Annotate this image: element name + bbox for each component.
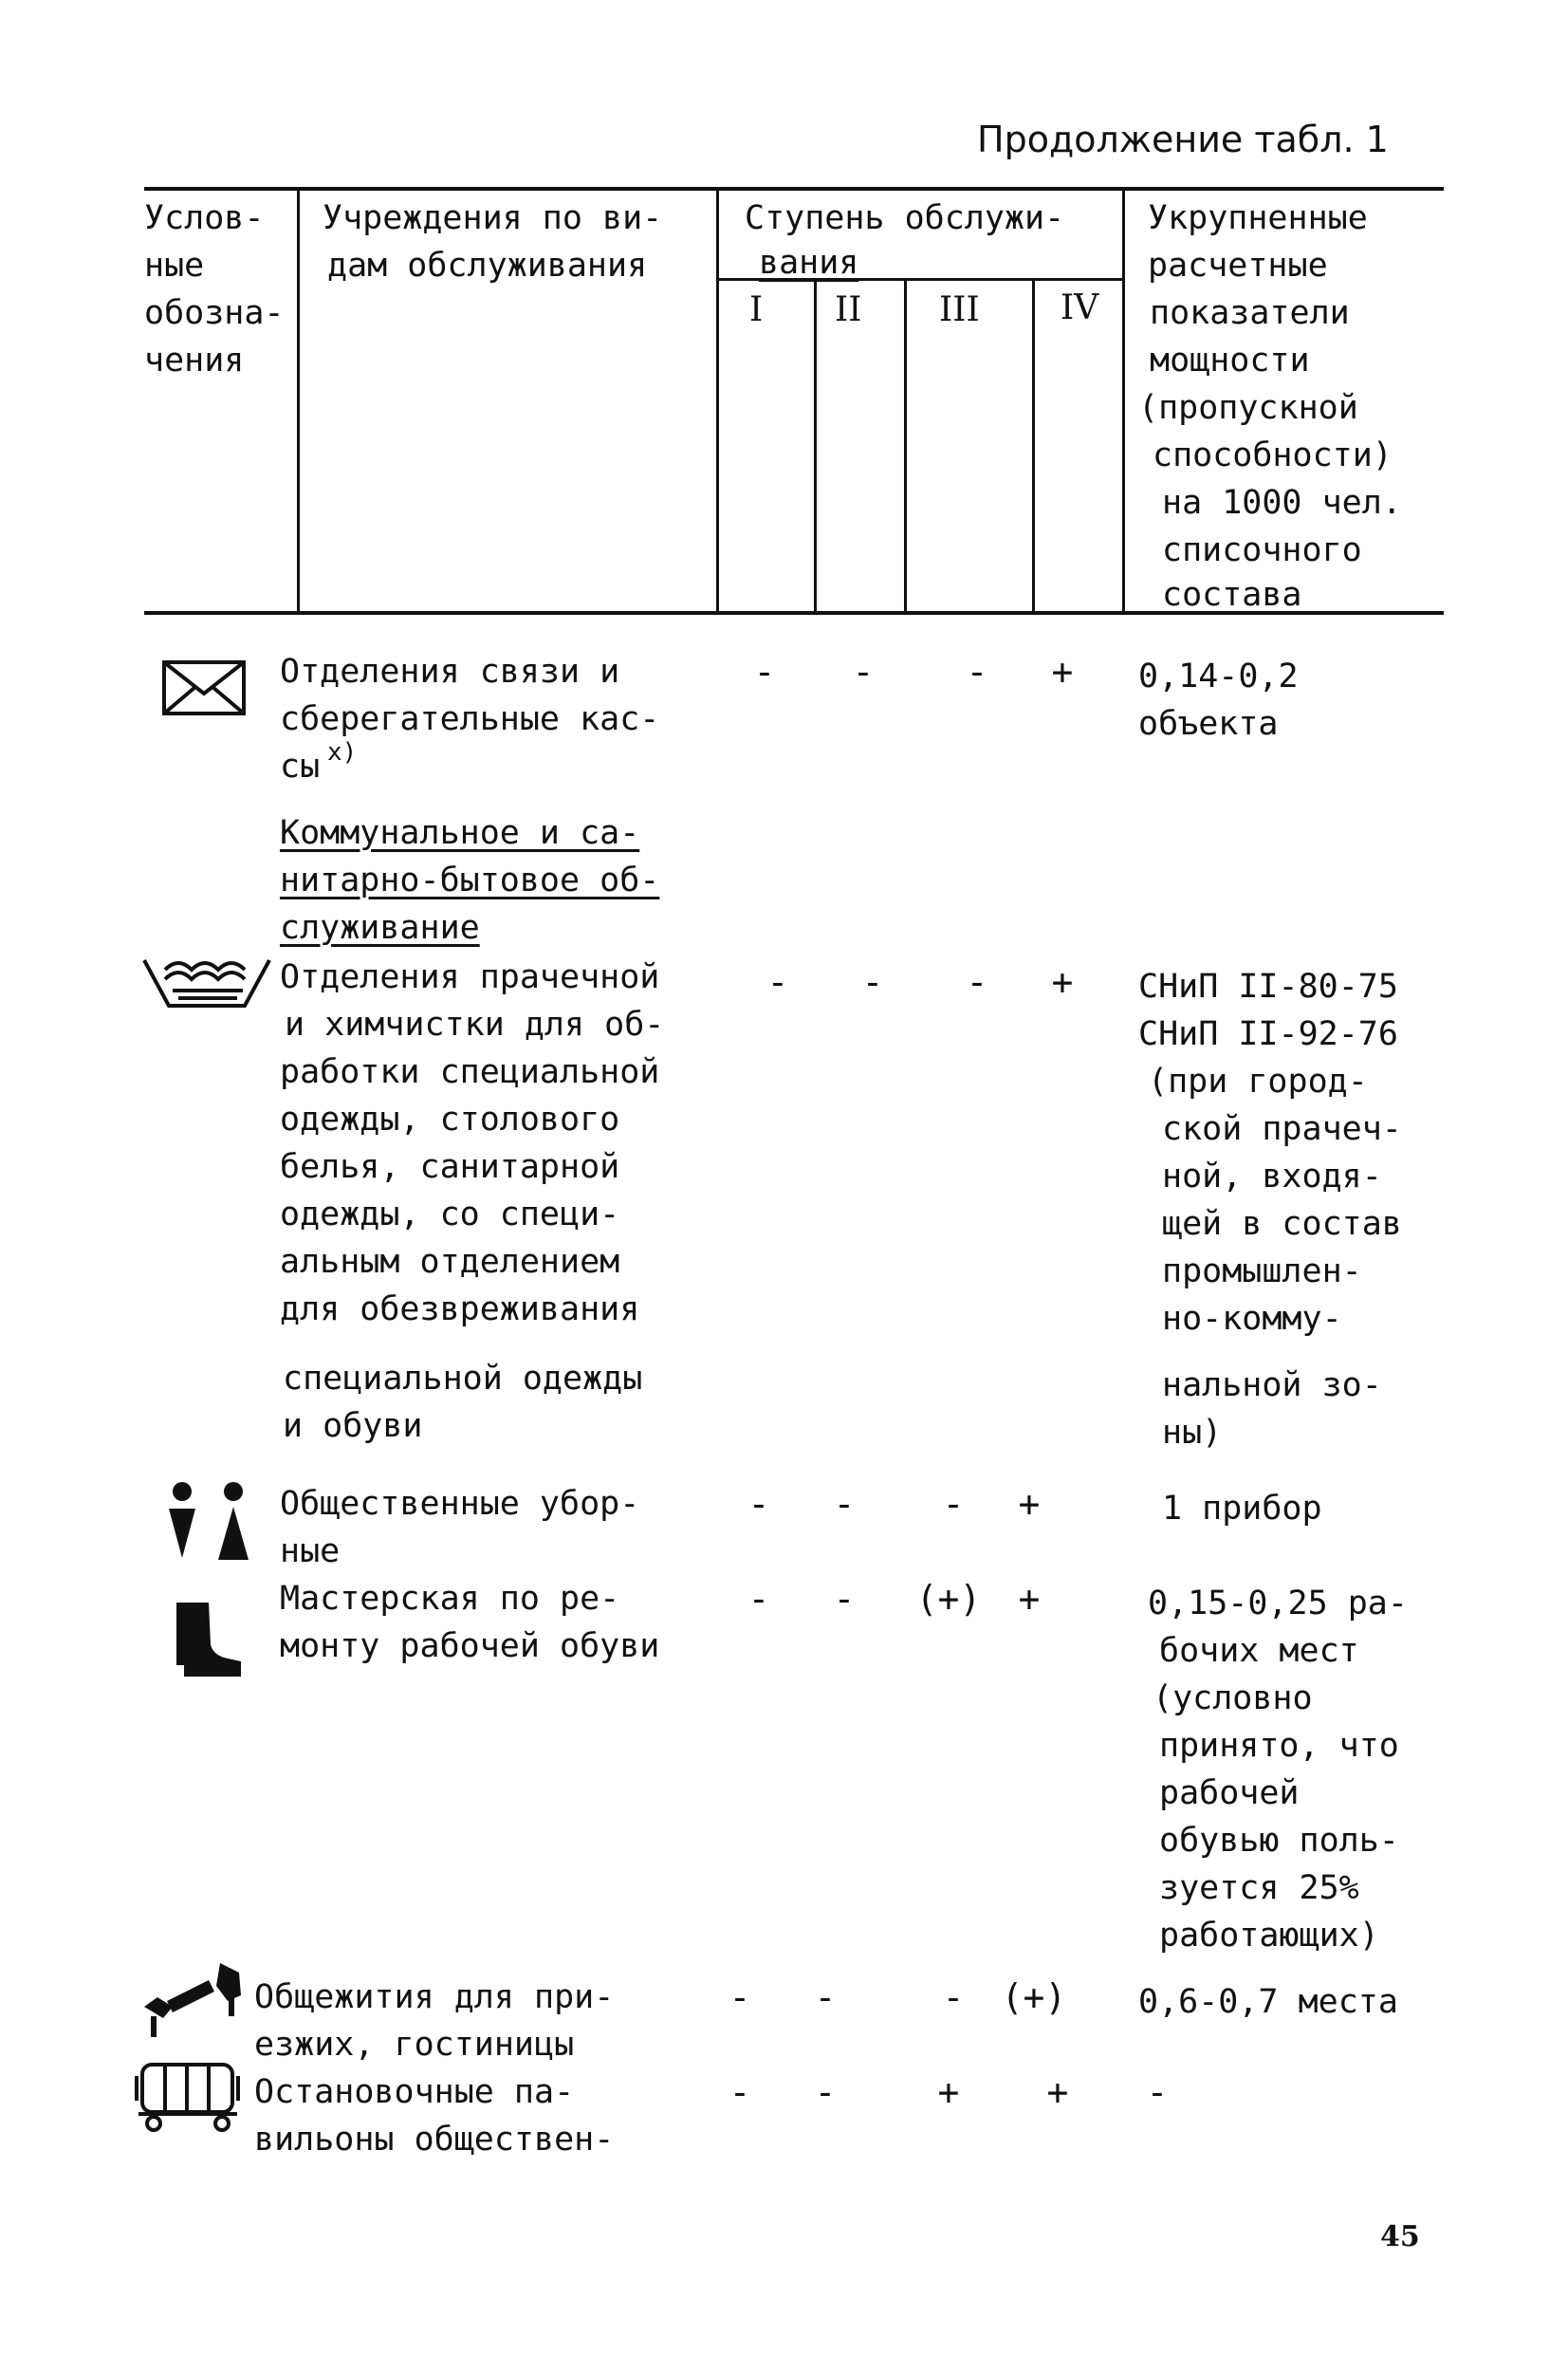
header-col-symbols-line: ные (144, 247, 205, 285)
header-col-indicator-line: мощности (1150, 342, 1310, 380)
level-mark: (+) (915, 1578, 982, 1620)
header-col-indicator-line: расчетные (1148, 247, 1328, 285)
header-col-level-line: вания (759, 244, 859, 282)
col-divider-3 (814, 279, 817, 615)
header-col-institutions-line: дам обслуживания (327, 247, 648, 285)
row-name-line: монту рабочей обуви (280, 1627, 660, 1665)
level-mark: + (1046, 2071, 1069, 2113)
header-level-2: II (835, 290, 862, 329)
indicator-line: ской прачеч- (1162, 1110, 1402, 1148)
level-mark: - (814, 2071, 837, 2113)
indicator-line: СНиП II-80-75 (1138, 968, 1398, 1006)
header-col-indicator-line: состава (1162, 576, 1302, 614)
row-name-line: для обезвреживания (280, 1290, 640, 1328)
level-mark: + (1051, 651, 1074, 693)
level-mark: - (942, 1976, 965, 2018)
row-name-line: Остановочные па- (254, 2073, 575, 2111)
row-name-line: белья, санитарной (280, 1148, 620, 1186)
envelope-icon (161, 659, 247, 716)
header-level-4: IV (1061, 288, 1099, 327)
header-col-indicator-line: на 1000 чел. (1162, 484, 1402, 522)
level-mark: - (729, 1976, 751, 2018)
row-name-line: вильоны обществен- (254, 2121, 615, 2159)
indicator-line: 1 прибор (1162, 1490, 1322, 1528)
row-name-line: сы (280, 748, 321, 786)
level-mark: + (1018, 1483, 1041, 1525)
indicator-line: зуется 25% (1159, 1869, 1359, 1907)
indicator-line: объекта (1138, 705, 1279, 743)
indicator-line: 0,6-0,7 места (1138, 1983, 1398, 2021)
row-name-line: Общежития для при- (254, 1978, 615, 2016)
row-name-line: и химчистки для об- (285, 1006, 665, 1044)
indicator-line: работающих) (1159, 1917, 1379, 1955)
row-name-line: работки специальной (280, 1053, 660, 1091)
level-mark: - (833, 1578, 856, 1620)
row-name-line: Отделения прачечной (280, 958, 660, 996)
indicator-line: СНиП II-92-76 (1138, 1015, 1398, 1053)
header-level-1: I (749, 290, 764, 329)
indicator-line: промышлен- (1162, 1252, 1362, 1290)
restroom-icon (161, 1480, 256, 1566)
indicator-line: щей в состав (1162, 1205, 1402, 1243)
level-mark: - (729, 2071, 751, 2113)
level-mark: - (942, 1483, 965, 1525)
level-mark: - (861, 961, 884, 1003)
footnote-marker: х) (327, 738, 358, 767)
table-continuation-label: Продолжение табл. 1 (977, 119, 1389, 160)
level-mark: - (833, 1483, 856, 1525)
level-mark: - (814, 1976, 837, 2018)
header-col-institutions-line: Учреждения по ви- (323, 199, 663, 237)
laundry-icon (140, 949, 273, 1015)
page-number: 45 (1380, 2220, 1420, 2253)
indicator-line: (условно (1153, 1679, 1313, 1717)
header-col-symbols-line: Услов- (144, 199, 265, 237)
indicator-line: принято, что (1159, 1727, 1399, 1765)
header-col-symbols-line: обозна- (144, 294, 285, 332)
header-level-3: III (939, 290, 980, 329)
header-col-indicator-line: списочного (1162, 531, 1362, 569)
indicator-line: но-комму- (1162, 1300, 1342, 1338)
header-col-indicator-line: способности) (1153, 436, 1393, 474)
level-mark: - (966, 961, 988, 1003)
row-name-line: езжих, гостиницы (254, 2026, 575, 2064)
row-name-line: и обуви (283, 1407, 423, 1445)
row-name-line: одежды, со специ- (280, 1196, 620, 1233)
indicator-line: обувью поль- (1159, 1822, 1399, 1860)
level-mark: - (747, 1578, 770, 1620)
indicator-line: 0,14-0,2 (1138, 658, 1299, 695)
level-mark: - (966, 651, 988, 693)
row-name-line: сберегательные кас- (280, 700, 660, 738)
section-title-line: Коммунальное и са- (280, 814, 640, 852)
row-name-line: Мастерская по ре- (280, 1580, 620, 1618)
indicator-line: ной, входя- (1162, 1158, 1382, 1196)
bus-stop-icon (133, 2059, 242, 2135)
header-col-symbols-line: чения (144, 342, 245, 380)
indicator-line: рабочей (1159, 1774, 1300, 1812)
header-col-indicator-line: Укрупненные (1148, 199, 1368, 237)
header-col-indicator-line: (пропускной (1138, 389, 1358, 427)
indicator-line: (при город- (1148, 1063, 1368, 1101)
row-name-line: Общественные убор- (280, 1485, 640, 1523)
col-divider-1 (297, 188, 300, 615)
row-name-line: Отделения связи и (280, 653, 620, 691)
level-mark: + (1051, 961, 1074, 1003)
col-divider-2 (716, 188, 719, 615)
indicator-line: нальной зо- (1162, 1366, 1382, 1404)
level-mark: - (753, 651, 776, 693)
section-title-line: служивание (280, 909, 480, 947)
col-divider-5 (1032, 279, 1035, 615)
header-top-rule (144, 187, 1444, 191)
level-mark: - (852, 651, 875, 693)
indicator-line: ны) (1162, 1414, 1223, 1452)
level-mark: + (1018, 1578, 1041, 1620)
indicator-line: 0,15-0,25 ра- (1148, 1585, 1408, 1622)
col-divider-4 (904, 279, 907, 615)
row-name-line: специальной одежды (283, 1360, 643, 1398)
row-name-line: одежды, столового (280, 1101, 620, 1139)
section-title-line: нитарно-бытовое об- (280, 862, 660, 899)
indicator-line: - (1146, 2071, 1169, 2113)
level-mark: - (747, 1483, 770, 1525)
level-mark: - (766, 961, 789, 1003)
row-name-line: альным отделением (280, 1243, 620, 1281)
bed-icon (140, 1959, 245, 2040)
row-name-line: ные (280, 1532, 341, 1570)
level-mark: (+) (1001, 1976, 1067, 2018)
indicator-line: бочих мест (1159, 1632, 1359, 1670)
header-col-level-line: Ступень обслужи- (745, 199, 1065, 237)
boot-icon (171, 1599, 247, 1679)
col-divider-6 (1122, 188, 1125, 615)
header-col-indicator-line: показатели (1150, 294, 1350, 332)
level-mark: + (937, 2071, 960, 2113)
